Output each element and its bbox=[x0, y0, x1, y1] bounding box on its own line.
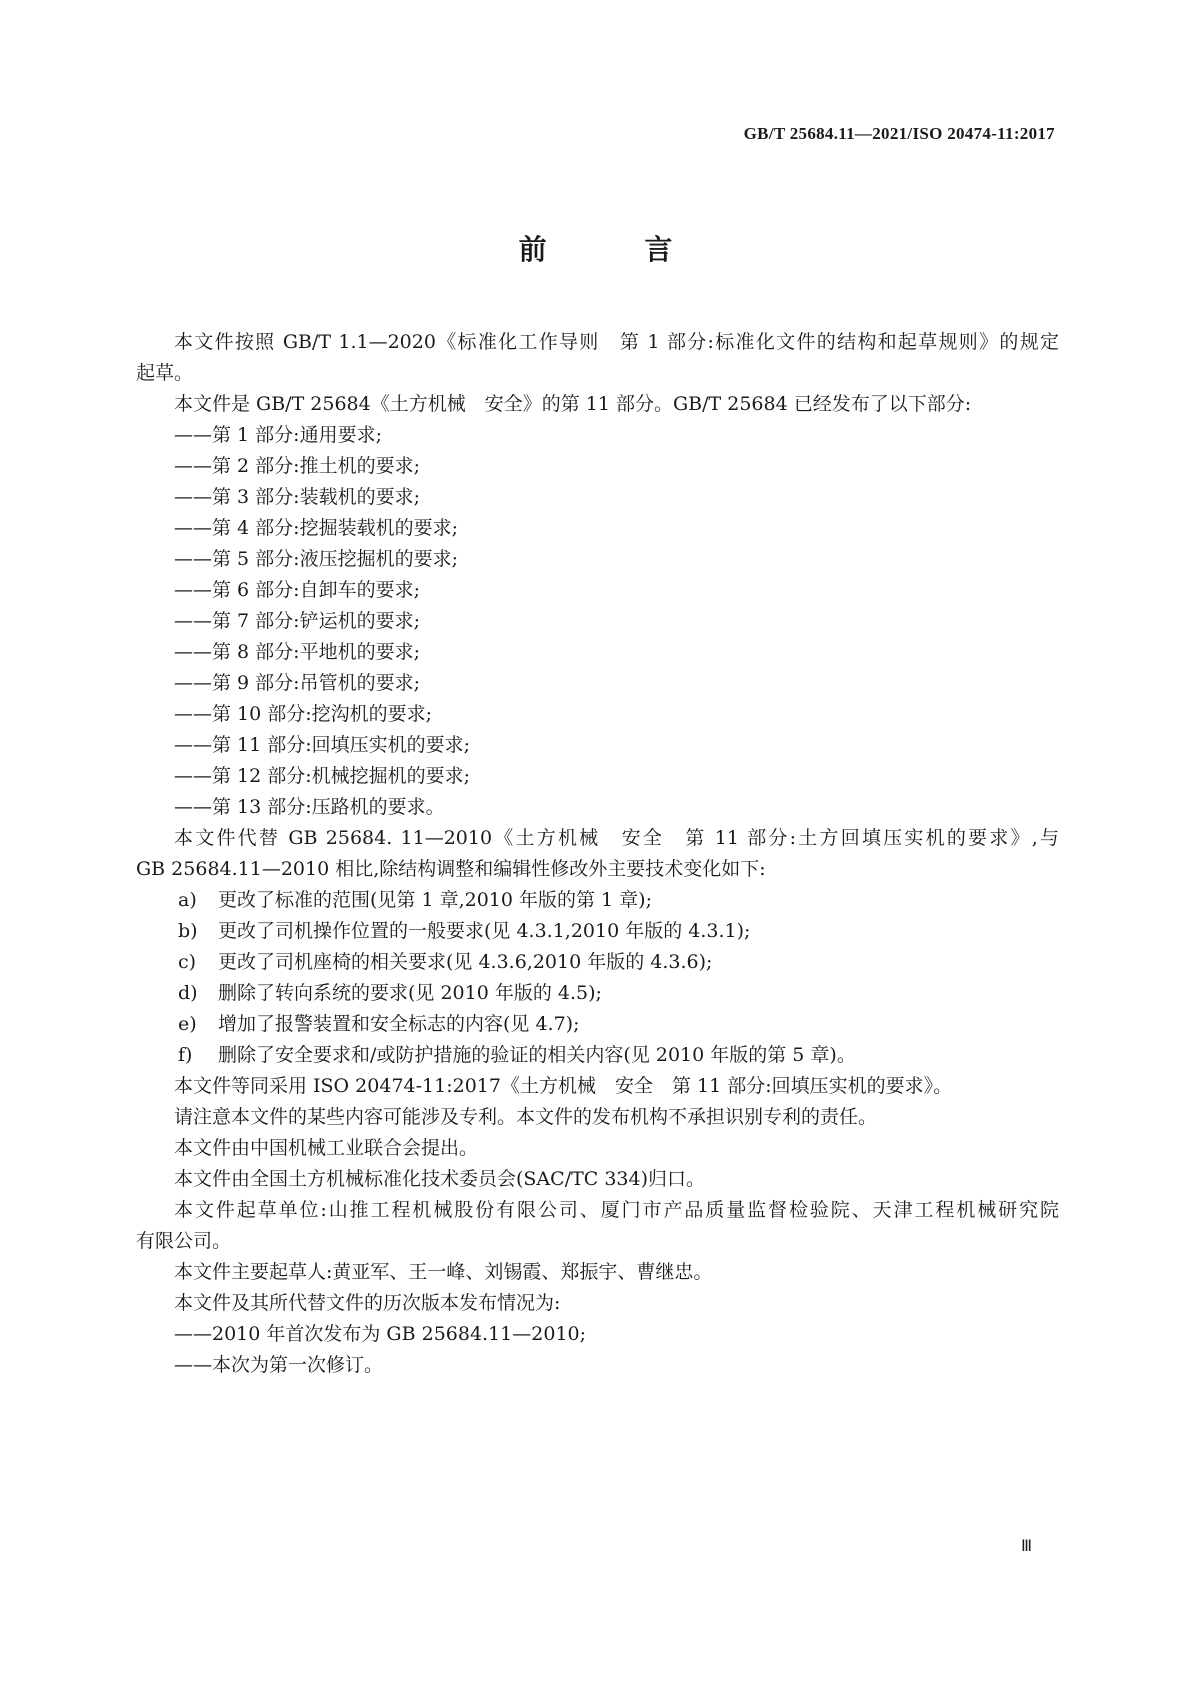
paragraph-drafting-units: 本文件起草单位:山推工程机械股份有限公司、厦门市产品质量监督检验院、天津工程机械研究院 bbox=[174, 1199, 1059, 1221]
list-item-change bbox=[136, 1009, 1059, 1040]
paragraph-drafting-units-cont: 有限公司。 bbox=[136, 1230, 232, 1252]
list-item-part: ——第 11 部分:回填压实机的要求; bbox=[174, 734, 471, 756]
list-marker: d) bbox=[178, 982, 198, 1004]
paragraph-proposer: 本文件由中国机械工业联合会提出。 bbox=[174, 1137, 479, 1159]
list-item-part: ——第 4 部分:挖掘装载机的要求; bbox=[174, 517, 458, 539]
list-item-part: ——第 13 部分:压路机的要求。 bbox=[174, 796, 445, 818]
paragraph-replaces: 本文件代替 GB 25684. 11—2010《土方机械 安全 第 11 部分:土方回填压实机的要求》,与 bbox=[174, 827, 1059, 849]
list-marker: b) bbox=[178, 920, 198, 942]
list-item-text: 更改了司机座椅的相关要求(见 4.3.6,2010 年版的 4.3.6); bbox=[218, 951, 713, 973]
page-title: 前 言 bbox=[518, 233, 717, 266]
list-item-part: ——第 1 部分:通用要求; bbox=[174, 424, 382, 446]
list-marker: c) bbox=[178, 951, 197, 973]
list-item-text: 更改了标准的范围(见第 1 章,2010 年版的第 1 章); bbox=[218, 889, 652, 911]
paragraph-replaces-cont: GB 25684.11—2010 相比,除结构调整和编辑性修改外主要技术变化如下: bbox=[136, 858, 766, 880]
list-item-text: 删除了转向系统的要求(见 2010 年版的 4.5); bbox=[218, 982, 602, 1004]
paragraph-drafting-rule-cont: 起草。 bbox=[136, 362, 194, 384]
paragraph-part-intro: 本文件是 GB/T 25684《土方机械 安全》的第 11 部分。GB/T 25684 已经发布了以下部分: bbox=[174, 393, 972, 415]
list-item-text: 增加了报警装置和安全标志的内容(见 4.7); bbox=[218, 1013, 580, 1035]
foreword-body bbox=[136, 327, 1059, 1381]
list-item-change bbox=[136, 1040, 1059, 1071]
list-item-part: ——第 9 部分:吊管机的要求; bbox=[174, 672, 420, 694]
list-item-part: ——第 2 部分:推土机的要求; bbox=[174, 455, 420, 477]
list-item-part: ——第 5 部分:液压挖掘机的要求; bbox=[174, 548, 458, 570]
paragraph-drafting-rule: 本文件按照 GB/T 1.1—2020《标准化工作导则 第 1 部分:标准化文件的结构和起草规则》的规定 bbox=[174, 331, 1059, 353]
list-item-part: ——第 6 部分:自卸车的要求; bbox=[174, 579, 420, 601]
list-item-part: ——第 7 部分:铲运机的要求; bbox=[174, 610, 420, 632]
paragraph-drafters: 本文件主要起草人:黄亚军、王一峰、刘锡霞、郑振宇、曹继忠。 bbox=[174, 1261, 713, 1283]
list-item-history: ——本次为第一次修订。 bbox=[174, 1354, 384, 1376]
list-item-part: ——第 12 部分:机械挖掘机的要求; bbox=[174, 765, 471, 787]
list-item-text: 更改了司机操作位置的一般要求(见 4.3.1,2010 年版的 4.3.1); bbox=[218, 920, 751, 942]
document-code: GB/T 25684.11—2021/ISO 20474-11:2017 bbox=[743, 124, 1055, 143]
list-marker: e) bbox=[178, 1013, 197, 1035]
list-marker: a) bbox=[178, 889, 197, 911]
paragraph-equivalent: 本文件等同采用 ISO 20474-11:2017《土方机械 安全 第 11 部分:回填压实机的要求》。 bbox=[174, 1075, 953, 1097]
list-item-part: ——第 8 部分:平地机的要求; bbox=[174, 641, 420, 663]
page-number: Ⅲ bbox=[1021, 1538, 1033, 1555]
list-item-part: ——第 10 部分:挖沟机的要求; bbox=[174, 703, 433, 725]
paragraph-patent-notice: 请注意本文件的某些内容可能涉及专利。本文件的发布机构不承担识别专利的责任。 bbox=[174, 1106, 878, 1128]
list-item-change bbox=[136, 885, 1059, 916]
list-marker: f) bbox=[178, 1044, 193, 1066]
list-item-history: ——2010 年首次发布为 GB 25684.11—2010; bbox=[174, 1323, 587, 1345]
list-item-change bbox=[136, 916, 1059, 947]
paragraph-history: 本文件及其所代替文件的历次版本发布情况为: bbox=[174, 1292, 561, 1314]
list-item-change bbox=[136, 947, 1059, 978]
list-item-text: 删除了安全要求和/或防护措施的验证的相关内容(见 2010 年版的第 5 章)。 bbox=[218, 1044, 856, 1066]
list-item-change bbox=[136, 978, 1059, 1009]
list-item-part: ——第 3 部分:装载机的要求; bbox=[174, 486, 420, 508]
paragraph-committee: 本文件由全国土方机械标准化技术委员会(SAC/TC 334)归口。 bbox=[174, 1168, 706, 1190]
